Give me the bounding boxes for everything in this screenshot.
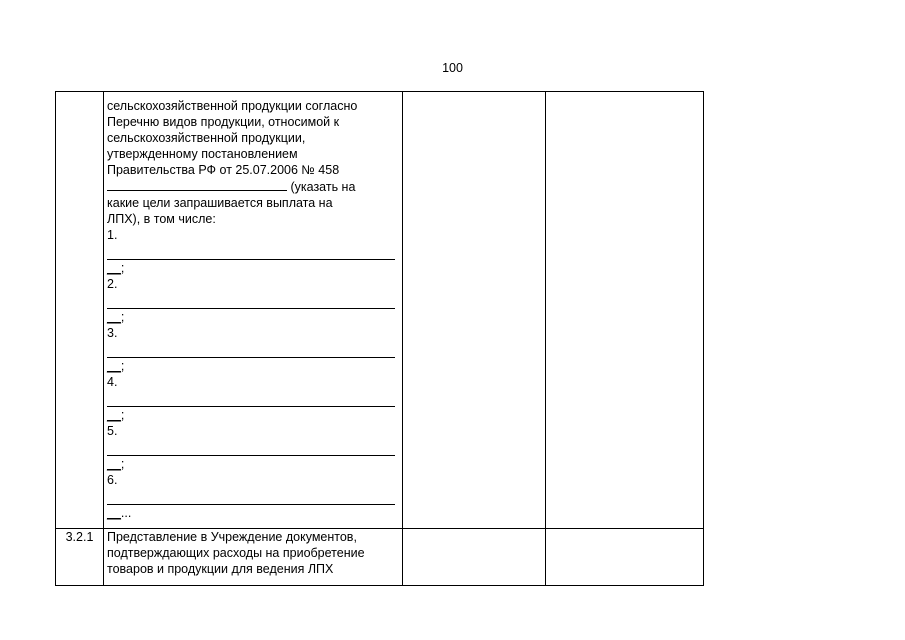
item-label: 1. xyxy=(107,228,118,242)
item-tail: __; xyxy=(107,408,125,422)
item-label: 2. xyxy=(107,277,118,291)
fill-in-line xyxy=(107,243,395,260)
blank-suffix: (указать на xyxy=(287,180,356,194)
fill-in-line xyxy=(107,439,395,456)
document-table xyxy=(55,91,704,586)
empty-cell xyxy=(403,92,546,529)
row-description-cell xyxy=(104,92,403,529)
empty-cell xyxy=(403,529,546,586)
list-item xyxy=(107,227,399,276)
row-description-cell xyxy=(104,529,403,586)
row-number-cell xyxy=(56,92,104,529)
table-row xyxy=(56,529,704,586)
text-line: сельскохозяйственной продукции согласно xyxy=(107,99,358,113)
item-label: 6. xyxy=(107,473,118,487)
item-label: 5. xyxy=(107,424,118,438)
text-line: товаров и продукции для ведения ЛПХ xyxy=(107,562,334,576)
item-label: 4. xyxy=(107,375,118,389)
text-line: Представление в Учреждение документов, xyxy=(107,530,357,544)
fill-in-line xyxy=(107,292,395,309)
empty-cell xyxy=(546,92,704,529)
page-number: 100 xyxy=(442,61,463,75)
fill-in-line xyxy=(107,341,395,358)
item-tail: __; xyxy=(107,359,125,373)
item-tail: __; xyxy=(107,261,125,275)
text-line: Перечню видов продукции, относимой к xyxy=(107,115,340,129)
text-line: подтверждающих расходы на приобретение xyxy=(107,546,365,560)
blank-line xyxy=(107,178,399,195)
fill-in-line xyxy=(107,390,395,407)
text-line: ЛПХ), в том числе: xyxy=(107,212,216,226)
fill-in-line xyxy=(107,488,395,505)
fill-in-blank xyxy=(107,178,287,191)
list-item xyxy=(107,374,399,423)
item-tail: __; xyxy=(107,457,125,471)
row-number-cell: 3.2.1 xyxy=(56,529,104,586)
text-line: утвержденному постановлением xyxy=(107,147,298,161)
item-label: 3. xyxy=(107,326,118,340)
list-item xyxy=(107,276,399,325)
text-line: какие цели запрашивается выплата на xyxy=(107,196,333,210)
empty-cell xyxy=(546,529,704,586)
list-item xyxy=(107,423,399,472)
table-row xyxy=(56,92,704,529)
text-line: сельскохозяйственной продукции, xyxy=(107,131,306,145)
list-item xyxy=(107,472,399,521)
item-tail: __... xyxy=(107,506,132,520)
list-item xyxy=(107,325,399,374)
text-line: Правительства РФ от 25.07.2006 № 458 xyxy=(107,163,340,177)
item-tail: __; xyxy=(107,310,125,324)
